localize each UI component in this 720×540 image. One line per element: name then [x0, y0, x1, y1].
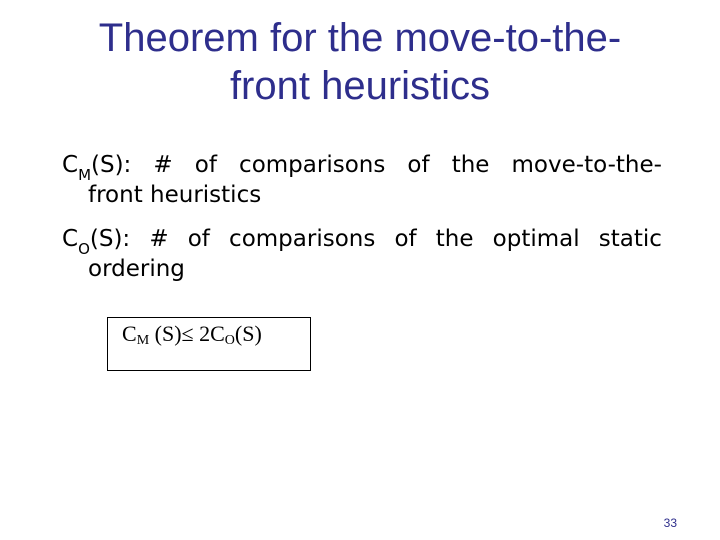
formula-relation: ≤ — [181, 321, 200, 346]
formula-lhs-symbol: C — [122, 321, 137, 346]
co-word-4: of — [394, 226, 417, 252]
co-word-2: of — [187, 226, 210, 252]
cm-word-2: of — [194, 152, 217, 178]
co-word-3: comparisons — [229, 226, 376, 252]
slide-title-line-2: front heuristics — [229, 64, 491, 108]
formula-lhs-arg: (S) — [149, 321, 182, 346]
formula-rhs-arg: (S) — [234, 321, 262, 346]
cm-word-3: comparisons — [239, 152, 386, 178]
co-word-7: static — [598, 226, 662, 252]
cm-word-6: move-to-the- — [511, 152, 662, 178]
definition-cm — [62, 150, 662, 210]
cm-word-5: the — [451, 152, 490, 178]
co-symbol-subscript: O — [78, 240, 90, 258]
formula-rhs-symbol: 2C — [199, 321, 225, 346]
cm-symbol-letter: C — [62, 152, 79, 178]
co-symbol-letter: C — [62, 226, 79, 252]
cm-symbol-subscript: M — [78, 166, 92, 184]
cm-word-1: # — [153, 152, 173, 178]
co-word-5: the — [435, 226, 474, 252]
definition-co — [62, 224, 662, 284]
co-word-0: (S): — [89, 226, 131, 252]
formula-lhs-subscript: M — [136, 333, 150, 348]
definition-cm-symbol — [62, 150, 132, 184]
definition-co-symbol — [62, 224, 131, 258]
cm-word-4: of — [407, 152, 430, 178]
slide-title — [0, 14, 720, 110]
definition-co-continuation: ordering — [88, 256, 185, 282]
co-word-6: optimal — [492, 226, 580, 252]
definition-cm-line — [62, 150, 662, 184]
formula-rhs-subscript: O — [224, 333, 235, 348]
slide-title-line-1: Theorem for the move-to-the- — [98, 16, 622, 60]
theorem-formula-box — [107, 317, 311, 371]
co-word-1: # — [149, 226, 169, 252]
cm-word-0: (S): — [91, 152, 132, 178]
definition-cm-continuation: front heuristics — [88, 182, 262, 208]
page-number: 33 — [663, 516, 677, 530]
definition-co-line — [62, 224, 662, 258]
